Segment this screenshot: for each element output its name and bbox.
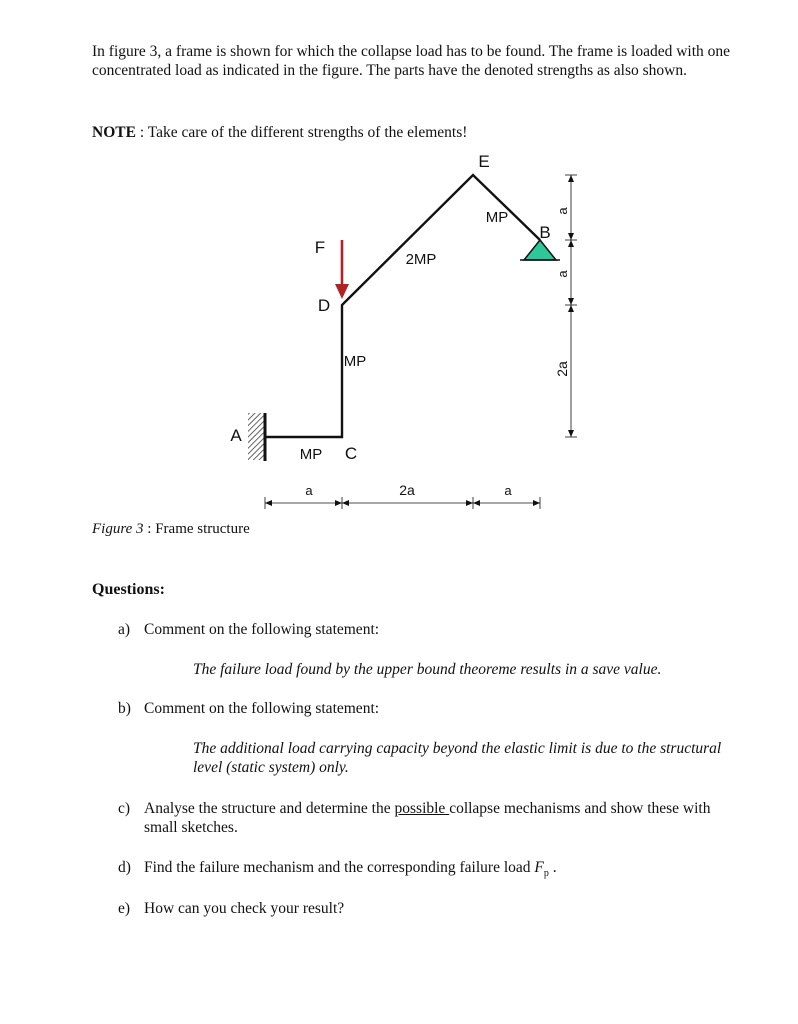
- caption-text: : Frame structure: [143, 521, 250, 537]
- pin-support-b: [524, 240, 556, 260]
- horizontal-dimension: [265, 497, 540, 509]
- statement-b: The additional load carrying capacity beyond the elastic limit is due to the structural level (static system) only.: [193, 740, 722, 776]
- dim-h-a2: a: [504, 483, 512, 498]
- question-b: [118, 699, 758, 718]
- question-c-label: c): [118, 800, 131, 817]
- failure-load-symbol: F: [534, 859, 544, 876]
- question-e-label: e): [118, 900, 131, 917]
- question-e-text: How can you check your result?: [144, 900, 345, 917]
- strength-eb: MP: [485, 209, 509, 226]
- question-c-underlined: possible: [394, 800, 450, 817]
- note-label: NOTE: [92, 124, 136, 141]
- question-c-text-pre: Analyse the structure and determine the: [144, 800, 395, 817]
- label-e: E: [478, 152, 490, 171]
- question-e: [118, 899, 758, 918]
- load-arrow-head: [335, 284, 349, 299]
- strength-de: 2MP: [405, 251, 437, 268]
- label-c: C: [344, 444, 358, 463]
- question-a-text: Comment on the following statement:: [144, 621, 380, 638]
- label-b: B: [539, 223, 551, 242]
- dim-v-2a: 2a: [554, 361, 570, 377]
- caption-label: Figure 3: [92, 521, 144, 537]
- question-d: [118, 858, 758, 883]
- failure-load-subscript: p: [543, 868, 549, 880]
- question-a-label: a): [118, 621, 131, 638]
- dim-h-a1: a: [305, 483, 313, 498]
- label-d: D: [317, 296, 331, 315]
- label-a: A: [230, 426, 242, 445]
- questions-heading: Questions:: [92, 581, 165, 598]
- dim-v-a1: a: [555, 207, 570, 215]
- question-b-label: b): [118, 700, 131, 717]
- question-c-text-post: collapse mechanisms and show these with small sketches.: [144, 800, 711, 836]
- dim-h-2a: 2a: [399, 482, 415, 498]
- statement-a: The failure load found by the upper bound theoreme results in a save value.: [193, 661, 662, 678]
- fixed-support-hatch: [248, 413, 265, 460]
- note-text: : Take care of the different strengths of the elements!: [135, 124, 468, 141]
- label-f: F: [314, 238, 326, 257]
- strength-cd: MP: [343, 353, 367, 370]
- question-b-text: Comment on the following statement:: [144, 700, 380, 717]
- dim-v-a2: a: [555, 270, 570, 278]
- question-d-text: Find the failure mechanism and the corresponding failure load: [144, 859, 535, 876]
- question-c: [118, 799, 758, 837]
- question-a: [118, 620, 758, 639]
- question-d-end: .: [548, 859, 557, 876]
- strength-ac: MP: [299, 446, 323, 463]
- intro-paragraph: In figure 3, a frame is shown for which the collapse load has to be found. The frame is loaded with one concentrated load as indicated in the figure. The parts have the denoted strengths as also shown.: [92, 43, 731, 79]
- question-d-label: d): [118, 859, 131, 876]
- figure-caption: [92, 520, 250, 539]
